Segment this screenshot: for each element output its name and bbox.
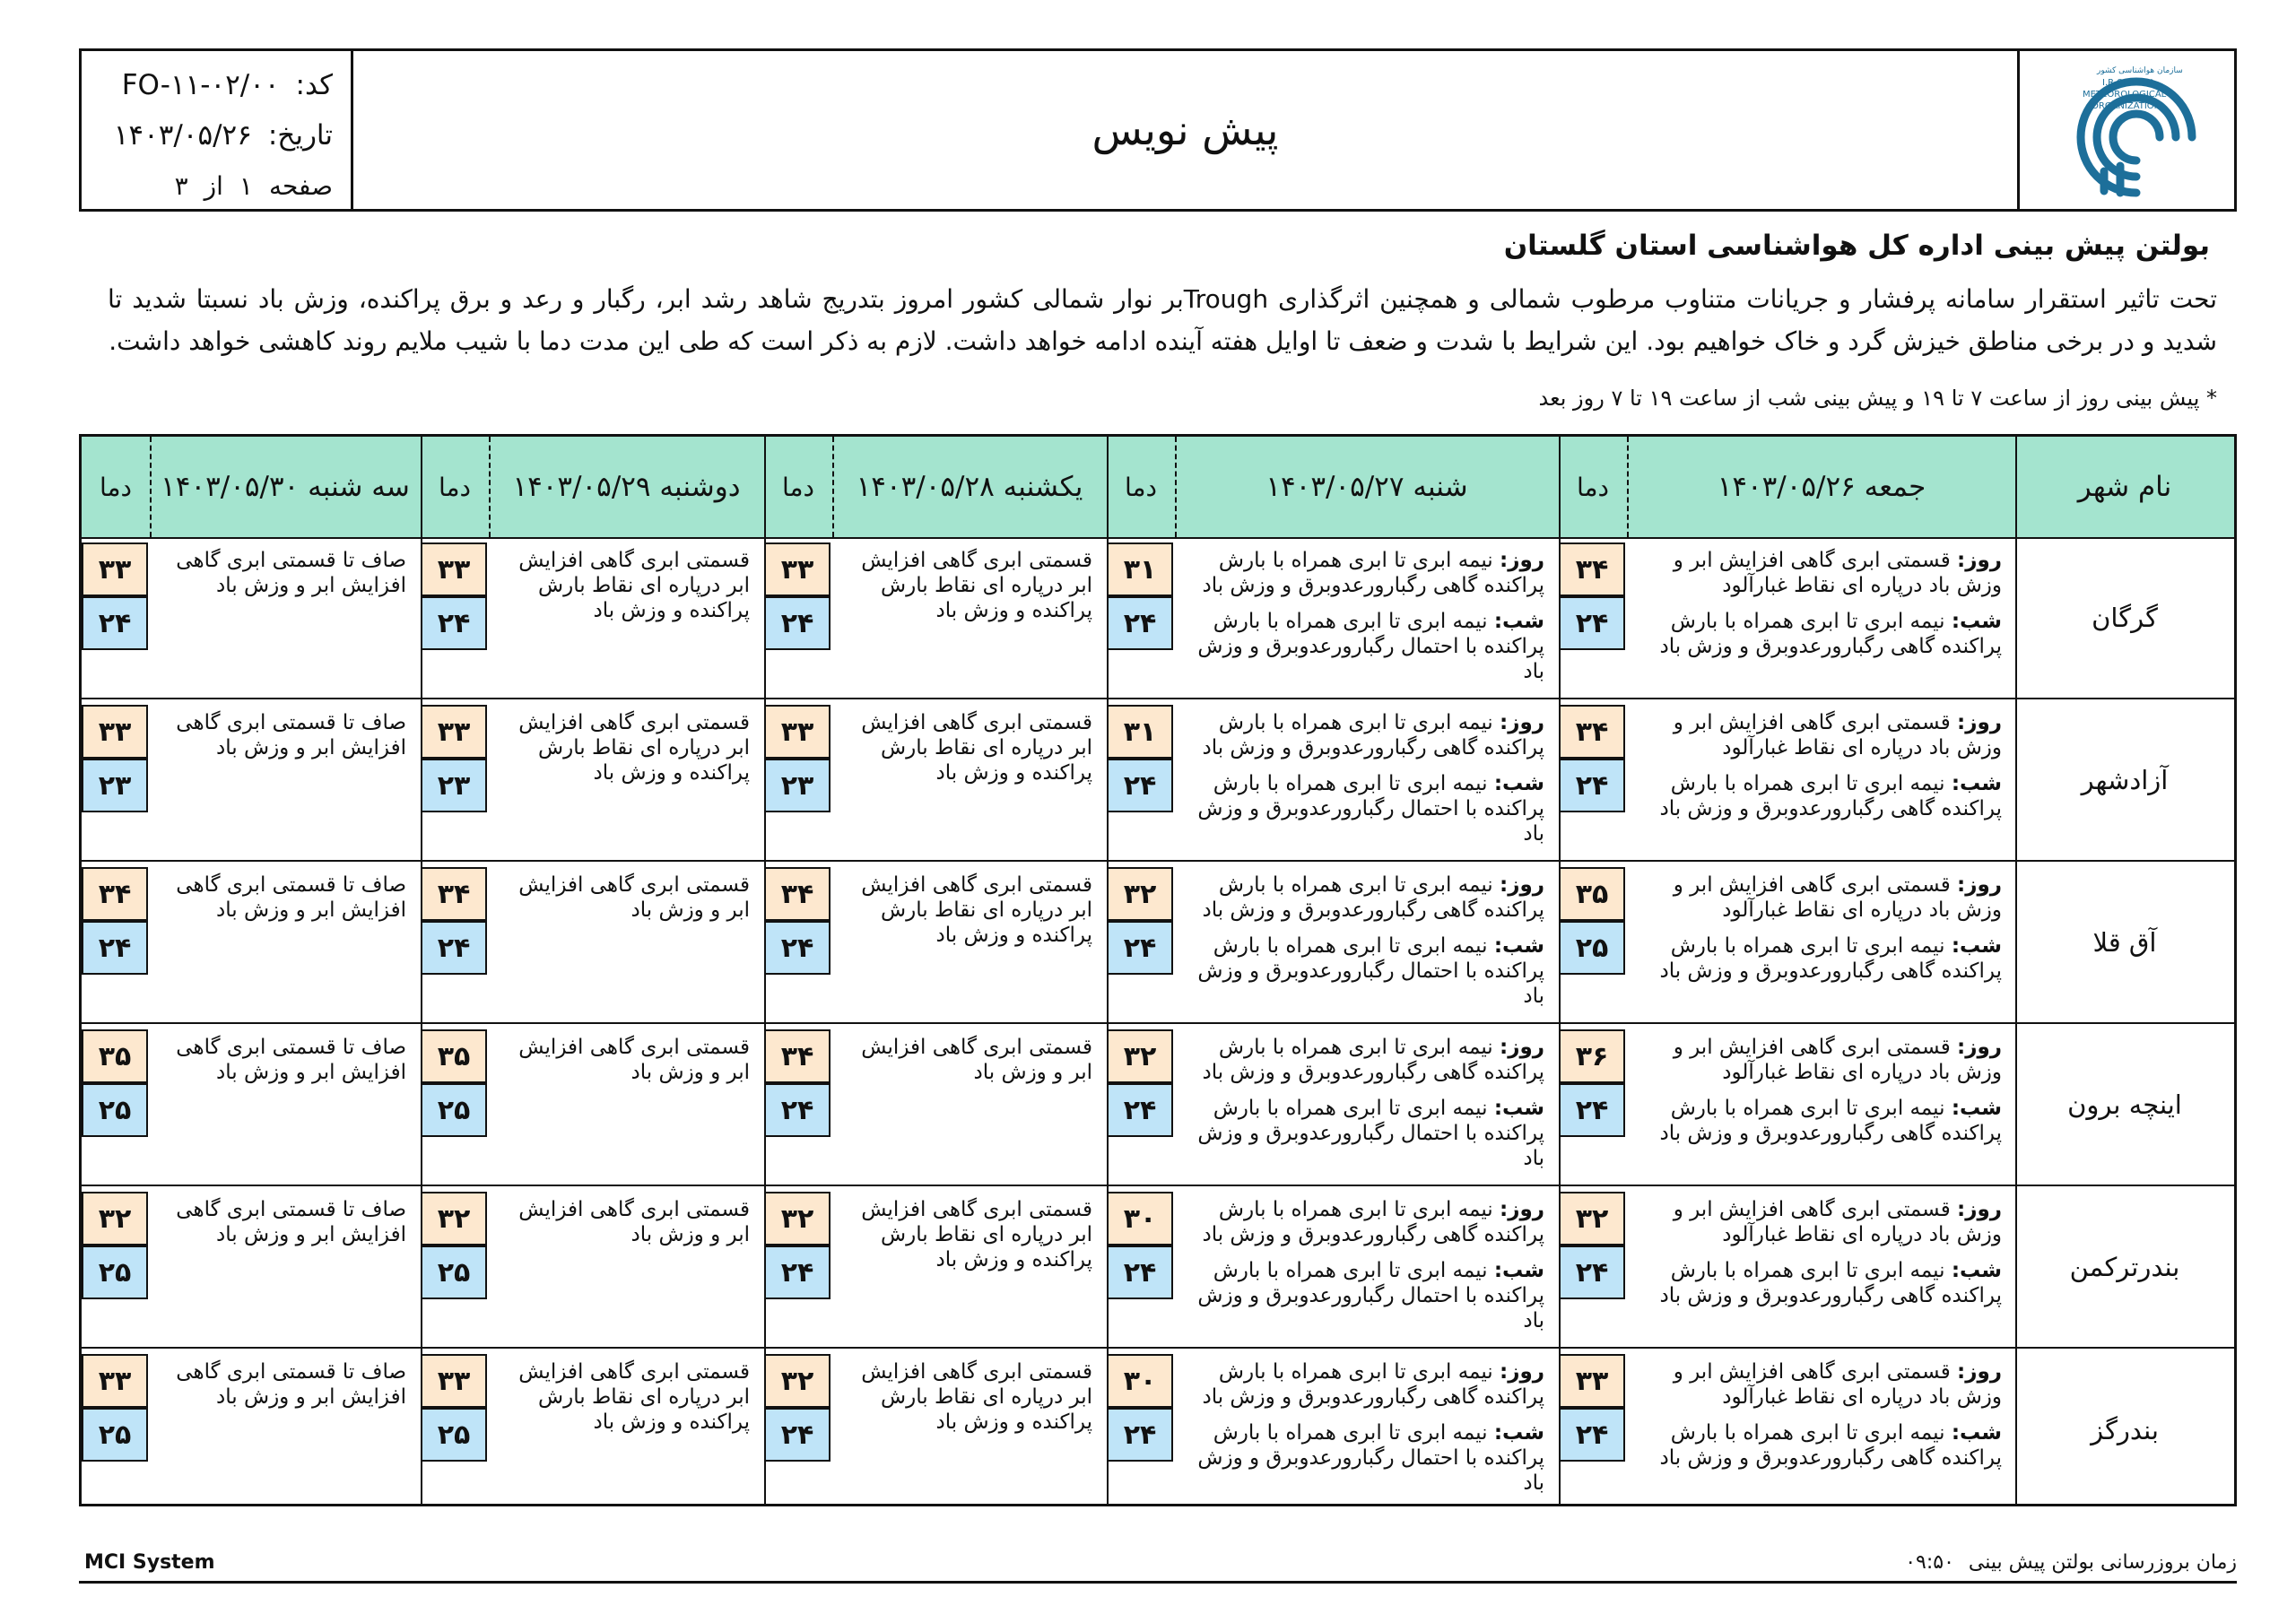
day-forecast [1186, 872, 1544, 923]
min-temperature: ۲۴ [1559, 759, 1625, 812]
logo-text-en-2: METEOROLOGICAL [2082, 90, 2166, 100]
footer-divider [79, 1581, 2237, 1584]
night-text: نیمه ابری تا ابری همراه با بارش پراکنده با احتمال رگبارورعدوبرق و وزش باد [1197, 1097, 1544, 1170]
header-dash-divider [832, 437, 834, 537]
page-row [100, 162, 333, 209]
forecast-text: صاف تا قسمتی ابری گاهی افزایش ابر و وزش باد [176, 1036, 406, 1084]
day-label: روز: [1500, 1198, 1544, 1221]
day-text: قسمتی ابری گاهی افزایش ابر و وزش باد درپاره ای نقاط غبارآلود [1673, 711, 2002, 759]
night-text: نیمه ابری تا ابری همراه با بارش پراکنده گاهی رگبارورعدوبرق و وزش باد [1659, 610, 2002, 658]
min-temperature: ۲۳ [82, 759, 148, 812]
max-temperature: ۳۲ [82, 1192, 148, 1245]
night-forecast [1186, 1258, 1544, 1333]
max-temperature: ۳۲ [421, 1192, 487, 1245]
forecast-text: قسمتی ابری گاهی افزایش ابر و وزش باد [861, 1036, 1092, 1084]
forecast-description [843, 710, 1092, 796]
forecast-text: قسمتی ابری گاهی افزایش ابر درپاره ای نقاط بارش پراکنده و وزش باد [518, 1360, 750, 1434]
temp-column-header: دما [1577, 472, 1609, 502]
day-column-header: سه شنبه ۱۴۰۳/۰۵/۳۰ [161, 471, 410, 503]
night-label: شب: [1493, 1421, 1544, 1445]
day-label: روز: [1500, 1036, 1544, 1059]
day-label: روز: [1500, 1360, 1544, 1384]
logo-text-en-3: ORGANIZATION [2091, 101, 2161, 111]
forecast-description [161, 1035, 406, 1096]
forecast-text: قسمتی ابری گاهی افزایش ابر درپاره ای نقاط بارش پراکنده و وزش باد [861, 1360, 1092, 1434]
forecast-description [1186, 1035, 1544, 1182]
max-temperature: ۳۱ [1107, 542, 1173, 596]
forecast-description [1638, 1359, 2002, 1481]
max-temperature: ۳۴ [764, 1029, 831, 1083]
page-of: از [204, 170, 223, 201]
forecast-description [161, 710, 406, 771]
update-info [1905, 1551, 2237, 1574]
min-temperature: ۲۵ [421, 1245, 487, 1299]
night-forecast [1638, 933, 2002, 984]
min-temperature: ۲۵ [82, 1408, 148, 1462]
column-divider [764, 437, 766, 1504]
temp-column-header: دما [1125, 472, 1157, 502]
night-text: نیمه ابری تا ابری همراه با بارش پراکنده گاهی رگبارورعدوبرق و وزش باد [1659, 934, 2002, 983]
forecast-text: قسمتی ابری گاهی افزایش ابر درپاره ای نقاط بارش پراکنده و وزش باد [518, 711, 750, 785]
forecast-text: قسمتی ابری گاهی افزایش ابر درپاره ای نقاط بارش پراکنده و وزش باد [861, 549, 1092, 622]
date-value: ۱۴۰۳/۰۵/۲۶ [113, 119, 252, 152]
max-temperature: ۳۱ [1107, 705, 1173, 759]
forecast-text: صاف تا قسمتی ابری گاهی افزایش ابر و وزش باد [176, 711, 406, 759]
city-name: آزادشهر [2081, 764, 2169, 795]
bulletin-intro: تحت تاثیر استقرار سامانه پرفشار و جریانات متناوب مرطوب شمالی و همچنین اثرگذاری Troughبر نوار شمالی کشور امروز بتدریج شاهد رشد ابر، رگبار و رعد و برق پراکنده، وزش باد نسبتا شدید تا شدید و در برخی مناطق خیزش گرد و خاک خواهیم بود. این شرایط با شدت و ضعف تا اوایل هفته آینده ادامه خواهد داشت. لازم به ذکر است که طی این مدت دما با شیب ملایم روند کاهشی خواهد داشت. [108, 284, 2217, 356]
max-temperature: ۳۳ [82, 705, 148, 759]
day-column-header: دوشنبه ۱۴۰۳/۰۵/۲۹ [512, 471, 741, 503]
city-name: بندرگز [2091, 1414, 2159, 1445]
forecast-time-note: * پیش بینی روز از ساعت ۷ تا ۱۹ و پیش بینی شب از ساعت ۱۹ تا ۷ روز بعد [1538, 386, 2217, 411]
max-temperature: ۳۰ [1107, 1354, 1173, 1408]
table-row [82, 862, 2234, 1024]
min-temperature: ۲۵ [82, 1245, 148, 1299]
day-text: نیمه ابری تا ابری همراه با بارش پراکنده گاهی رگبارورعدوبرق و وزش باد [1202, 549, 1544, 597]
day-label: روز: [1500, 873, 1544, 897]
column-divider [1107, 437, 1109, 1504]
column-divider [2015, 437, 2017, 1504]
night-forecast [1186, 609, 1544, 684]
day-label: روز: [1957, 711, 2002, 734]
temp-column-header: دما [439, 472, 471, 502]
day-forecast [1638, 710, 2002, 760]
forecast-description [843, 548, 1092, 634]
day-column-header: جمعه ۱۴۰۳/۰۵/۲۶ [1717, 471, 1926, 503]
forecast-text: صاف تا قسمتی ابری گاهی افزایش ابر و وزش باد [176, 549, 406, 597]
forecast-description [500, 548, 750, 634]
night-text: نیمه ابری تا ابری همراه با بارش پراکنده گاهی رگبارورعدوبرق و وزش باد [1659, 1259, 2002, 1307]
day-forecast [1638, 1359, 2002, 1410]
min-temperature: ۲۴ [1107, 921, 1173, 975]
date-label: تاریخ: [267, 119, 333, 152]
forecast-description [1638, 548, 2002, 670]
forecast-description [161, 1197, 406, 1258]
night-label: شب: [1493, 1259, 1544, 1282]
night-forecast [1638, 609, 2002, 659]
day-text: قسمتی ابری گاهی افزایش ابر و وزش باد درپاره ای نقاط غبارآلود [1673, 549, 2002, 597]
date-row [100, 112, 333, 159]
max-temperature: ۳۲ [764, 1192, 831, 1245]
header-dash-divider [150, 437, 152, 537]
night-label: شب: [1493, 1097, 1544, 1120]
min-temperature: ۲۴ [1107, 1083, 1173, 1137]
max-temperature: ۳۳ [421, 705, 487, 759]
max-temperature: ۳۴ [1559, 542, 1625, 596]
bulletin-title: بولتن پیش بینی اداره کل هواشناسی استان گلستان [1503, 230, 2210, 262]
day-forecast [1186, 710, 1544, 760]
day-label: روز: [1957, 1036, 2002, 1059]
day-forecast [1186, 1035, 1544, 1085]
page-current: ۱ [239, 170, 253, 201]
forecast-text: قسمتی ابری گاهی افزایش ابر و وزش باد [518, 873, 750, 922]
forecast-description [1638, 1197, 2002, 1319]
logo-icon [2038, 58, 2217, 202]
day-label: روز: [1957, 1360, 2002, 1384]
city-name: گرگان [2092, 602, 2158, 633]
logo-text-fa: سازمان هواشناسی کشور [2096, 66, 2183, 75]
forecast-description [843, 1359, 1092, 1445]
forecast-text: صاف تا قسمتی ابری گاهی افزایش ابر و وزش باد [176, 1198, 406, 1246]
day-column-header: یکشنبه ۱۴۰۳/۰۵/۲۸ [856, 471, 1083, 503]
min-temperature: ۲۵ [421, 1083, 487, 1137]
night-label: شب: [1951, 1259, 2002, 1282]
forecast-description [161, 1359, 406, 1420]
night-forecast [1638, 1420, 2002, 1471]
night-label: شب: [1951, 1097, 2002, 1120]
min-temperature: ۲۳ [764, 759, 831, 812]
day-forecast [1186, 1197, 1544, 1247]
min-temperature: ۲۴ [421, 921, 487, 975]
day-column-header: شنبه ۱۴۰۳/۰۵/۲۷ [1265, 471, 1468, 503]
forecast-table [79, 434, 2237, 1506]
day-text: نیمه ابری تا ابری همراه با بارش پراکنده گاهی رگبارورعدوبرق و وزش باد [1202, 711, 1544, 759]
day-label: روز: [1957, 1198, 2002, 1221]
forecast-description [843, 872, 1092, 959]
max-temperature: ۳۳ [421, 542, 487, 596]
forecast-description [1638, 872, 2002, 994]
night-forecast [1638, 1258, 2002, 1308]
city-column-header: نام شهر [2077, 471, 2172, 503]
min-temperature: ۲۳ [421, 759, 487, 812]
min-temperature: ۲۴ [421, 596, 487, 650]
forecast-text: قسمتی ابری گاهی افزایش ابر درپاره ای نقاط بارش پراکنده و وزش باد [518, 549, 750, 622]
day-label: روز: [1500, 711, 1544, 734]
min-temperature: ۲۴ [82, 921, 148, 975]
day-text: نیمه ابری تا ابری همراه با بارش پراکنده گاهی رگبارورعدوبرق و وزش باد [1202, 1036, 1544, 1084]
night-forecast [1186, 771, 1544, 846]
forecast-description [1186, 872, 1544, 1020]
forecast-text: قسمتی ابری گاهی افزایش ابر درپاره ای نقاط بارش پراکنده و وزش باد [861, 1198, 1092, 1271]
city-name: اینچه برون [2067, 1089, 2182, 1120]
forecast-description [500, 1035, 750, 1096]
forecast-description [500, 1359, 750, 1445]
update-time: ۰۹:۵۰ [1905, 1551, 1954, 1574]
forecast-description [1186, 710, 1544, 857]
min-temperature: ۲۵ [421, 1408, 487, 1462]
document-title: پیش نویس [1091, 106, 1279, 154]
night-text: نیمه ابری تا ابری همراه با بارش پراکنده با احتمال رگبارورعدوبرق و وزش باد [1197, 772, 1544, 846]
min-temperature: ۲۴ [764, 596, 831, 650]
system-label: MCI System [84, 1551, 215, 1574]
min-temperature: ۲۴ [764, 1408, 831, 1462]
min-temperature: ۲۴ [1559, 1083, 1625, 1137]
night-label: شب: [1951, 934, 2002, 958]
forecast-text: قسمتی ابری گاهی افزایش ابر و وزش باد [518, 1036, 750, 1084]
min-temperature: ۲۴ [764, 1083, 831, 1137]
day-text: نیمه ابری تا ابری همراه با بارش پراکنده گاهی رگبارورعدوبرق و وزش باد [1202, 873, 1544, 922]
temp-column-header: دما [100, 472, 132, 502]
header-dash-divider [1627, 437, 1629, 537]
day-text: نیمه ابری تا ابری همراه با بارش پراکنده گاهی رگبارورعدوبرق و وزش باد [1202, 1198, 1544, 1246]
forecast-description [1186, 548, 1544, 695]
logo-text-en-1: I.R.OF IRAN [2101, 78, 2153, 88]
max-temperature: ۳۰ [1107, 1192, 1173, 1245]
day-text: قسمتی ابری گاهی افزایش ابر و وزش باد درپاره ای نقاط غبارآلود [1673, 1198, 2002, 1246]
min-temperature: ۲۴ [1107, 1245, 1173, 1299]
forecast-description [843, 1035, 1092, 1096]
max-temperature: ۳۲ [1107, 1029, 1173, 1083]
day-label: روز: [1957, 873, 2002, 897]
forecast-description [1186, 1197, 1544, 1344]
forecast-description [161, 872, 406, 933]
day-forecast [1638, 548, 2002, 598]
code-value: FO-۱۱-۰۲/۰۰ [121, 69, 280, 101]
night-forecast [1186, 933, 1544, 1009]
night-label: شب: [1951, 1421, 2002, 1445]
night-label: شب: [1493, 934, 1544, 958]
night-label: شب: [1951, 610, 2002, 633]
organization-logo [2017, 51, 2234, 209]
update-label: زمان بروزرسانی بولتن پیش بینی [1968, 1551, 2237, 1574]
min-temperature: ۲۴ [1107, 1408, 1173, 1462]
night-label: شب: [1951, 772, 2002, 795]
min-temperature: ۲۴ [1107, 759, 1173, 812]
forecast-description [1638, 1035, 2002, 1157]
max-temperature: ۳۳ [1559, 1354, 1625, 1408]
table-header [82, 437, 2234, 539]
code-row [100, 62, 333, 108]
code-label: کد: [295, 69, 333, 101]
max-temperature: ۳۴ [764, 867, 831, 921]
table-row [82, 699, 2234, 862]
max-temperature: ۳۳ [764, 542, 831, 596]
day-text: قسمتی ابری گاهی افزایش ابر و وزش باد درپاره ای نقاط غبارآلود [1673, 1036, 2002, 1084]
night-text: نیمه ابری تا ابری همراه با بارش پراکنده گاهی رگبارورعدوبرق و وزش باد [1659, 1421, 2002, 1470]
page-label: صفحه [268, 170, 333, 201]
night-text: نیمه ابری تا ابری همراه با بارش پراکنده با احتمال رگبارورعدوبرق و وزش باد [1197, 610, 1544, 683]
city-name: بندرترکمن [2069, 1251, 2180, 1282]
city-name: آق قلا [2092, 926, 2157, 958]
day-forecast [1186, 1359, 1544, 1410]
min-temperature: ۲۴ [764, 1245, 831, 1299]
min-temperature: ۲۴ [82, 596, 148, 650]
forecast-text: صاف تا قسمتی ابری گاهی افزایش ابر و وزش باد [176, 873, 406, 922]
day-forecast [1638, 872, 2002, 923]
max-temperature: ۳۵ [421, 1029, 487, 1083]
max-temperature: ۳۵ [1559, 867, 1625, 921]
temp-column-header: دما [782, 472, 814, 502]
table-row [82, 1024, 2234, 1186]
min-temperature: ۲۴ [1559, 1408, 1625, 1462]
forecast-description [161, 548, 406, 609]
document-code-block [82, 51, 353, 209]
min-temperature: ۲۵ [1559, 921, 1625, 975]
max-temperature: ۳۳ [82, 542, 148, 596]
header-dash-divider [489, 437, 491, 537]
night-text: نیمه ابری تا ابری همراه با بارش پراکنده با احتمال رگبارورعدوبرق و وزش باد [1197, 1259, 1544, 1332]
day-forecast [1638, 1197, 2002, 1247]
forecast-description [1186, 1359, 1544, 1506]
day-text: قسمتی ابری گاهی افزایش ابر و وزش باد درپاره ای نقاط غبارآلود [1673, 873, 2002, 922]
max-temperature: ۳۲ [1559, 1192, 1625, 1245]
night-label: شب: [1493, 610, 1544, 633]
max-temperature: ۳۴ [82, 867, 148, 921]
min-temperature: ۲۵ [82, 1083, 148, 1137]
min-temperature: ۲۴ [1107, 596, 1173, 650]
table-row [82, 1186, 2234, 1349]
day-label: روز: [1957, 549, 2002, 572]
night-forecast [1186, 1096, 1544, 1171]
forecast-description [500, 710, 750, 796]
min-temperature: ۲۴ [764, 921, 831, 975]
max-temperature: ۳۶ [1559, 1029, 1625, 1083]
night-forecast [1186, 1420, 1544, 1496]
max-temperature: ۳۵ [82, 1029, 148, 1083]
forecast-text: قسمتی ابری گاهی افزایش ابر و وزش باد [518, 1198, 750, 1246]
day-forecast [1186, 548, 1544, 598]
page-total: ۳ [174, 170, 188, 201]
forecast-text: قسمتی ابری گاهی افزایش ابر درپاره ای نقاط بارش پراکنده و وزش باد [861, 873, 1092, 947]
forecast-description [500, 872, 750, 933]
night-forecast [1638, 1096, 2002, 1146]
max-temperature: ۳۲ [1107, 867, 1173, 921]
max-temperature: ۳۳ [764, 705, 831, 759]
forecast-description [843, 1197, 1092, 1283]
forecast-text: قسمتی ابری گاهی افزایش ابر درپاره ای نقاط بارش پراکنده و وزش باد [861, 711, 1092, 785]
day-text: قسمتی ابری گاهی افزایش ابر و وزش باد درپاره ای نقاط غبارآلود [1673, 1360, 2002, 1409]
max-temperature: ۳۴ [1559, 705, 1625, 759]
forecast-description [500, 1197, 750, 1258]
max-temperature: ۳۴ [421, 867, 487, 921]
day-forecast [1638, 1035, 2002, 1085]
day-text: نیمه ابری تا ابری همراه با بارش پراکنده گاهی رگبارورعدوبرق و وزش باد [1202, 1360, 1544, 1409]
table-row [82, 1349, 2234, 1511]
column-divider [1559, 437, 1561, 1504]
max-temperature: ۳۳ [421, 1354, 487, 1408]
night-text: نیمه ابری تا ابری همراه با بارش پراکنده گاهی رگبارورعدوبرق و وزش باد [1659, 1097, 2002, 1145]
table-row [82, 537, 2234, 699]
min-temperature: ۲۴ [1559, 596, 1625, 650]
forecast-text: صاف تا قسمتی ابری گاهی افزایش ابر و وزش باد [176, 1360, 406, 1409]
column-divider [421, 437, 422, 1504]
night-text: نیمه ابری تا ابری همراه با بارش پراکنده گاهی رگبارورعدوبرق و وزش باد [1659, 772, 2002, 820]
max-temperature: ۳۲ [764, 1354, 831, 1408]
night-text: نیمه ابری تا ابری همراه با بارش پراکنده با احتمال رگبارورعدوبرق و وزش باد [1197, 1421, 1544, 1495]
night-label: شب: [1493, 772, 1544, 795]
header-dash-divider [1175, 437, 1177, 537]
day-label: روز: [1500, 549, 1544, 572]
forecast-description [1638, 710, 2002, 832]
max-temperature: ۳۳ [82, 1354, 148, 1408]
document-header [79, 48, 2237, 212]
night-text: نیمه ابری تا ابری همراه با بارش پراکنده با احتمال رگبارورعدوبرق و وزش باد [1197, 934, 1544, 1008]
min-temperature: ۲۴ [1559, 1245, 1625, 1299]
night-forecast [1638, 771, 2002, 821]
